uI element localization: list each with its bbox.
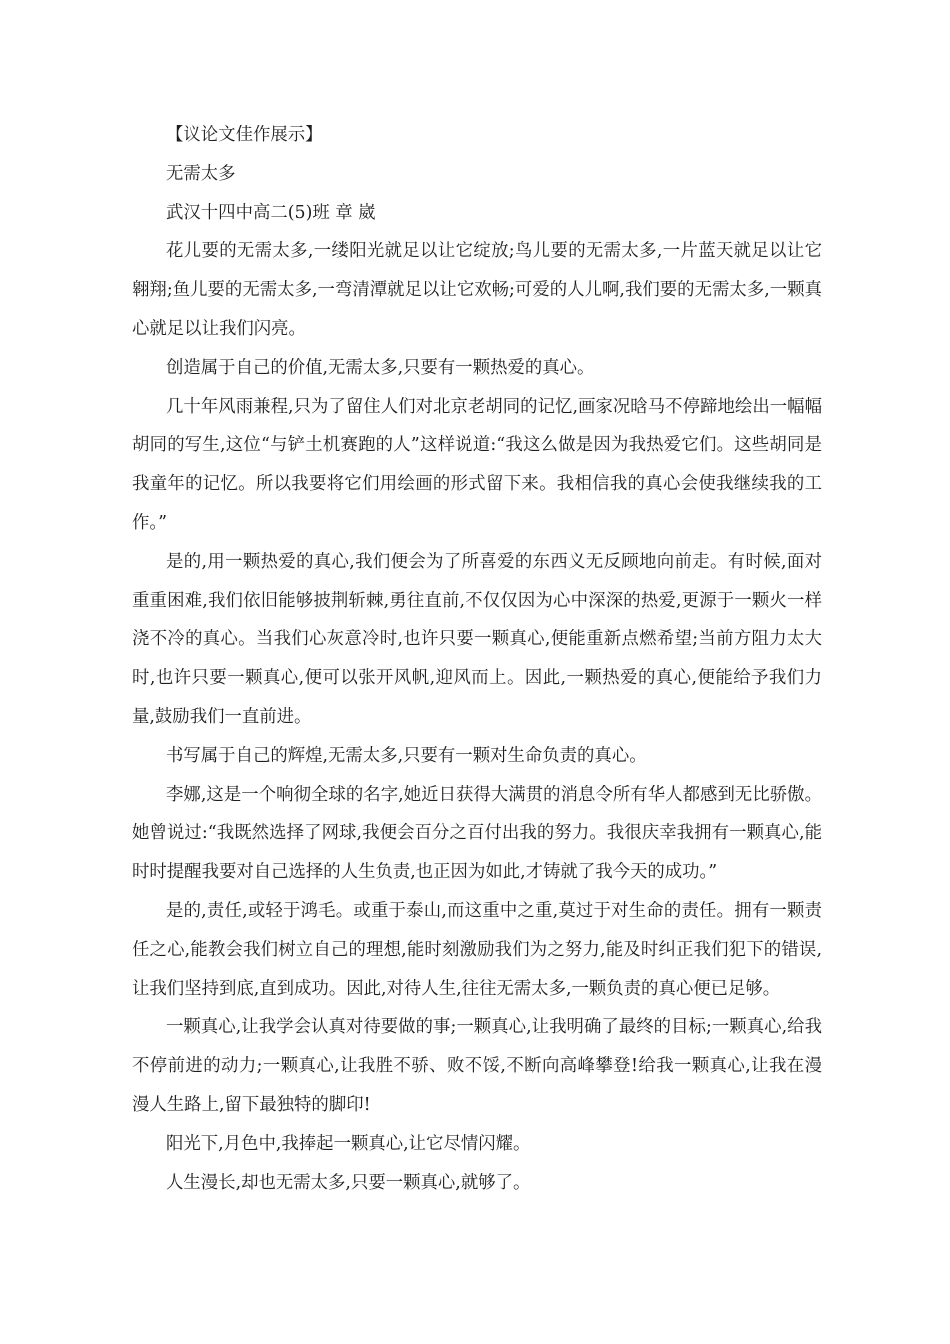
paragraph-10: 人生漫长,却也无需太多,只要一颗真心,就够了。 <box>166 1172 531 1193</box>
paragraph-6: 李娜,这是一个响彻全球的名字,她近日获得大满贯的消息令所有华人都感到无比骄傲。她曾说过:“我既然选择了网球,我便会百分之百付出我的努力。我很庆幸我拥有一颗真心,能时时提醒我要对自己选择的人生负责,也正因为如此,才铸就了我今天的成功。” <box>132 784 822 883</box>
paragraph-8: 一颗真心,让我学会认真对待要做的事;一颗真心,让我明确了最终的目标;一颗真心,给我不停前进的动力;一颗真心,让我胜不骄、败不馁,不断向高峰攀登!给我一颗真心,让我在漫漫人生路上,留下最独特的脚印! <box>132 1017 822 1115</box>
essay-body <box>132 116 822 1202</box>
paragraph-2: 创造属于自己的价值,无需太多,只要有一颗热爱的真心。 <box>166 357 595 378</box>
paragraph-5: 书写属于自己的辉煌,无需太多,只要有一颗对生命负责的真心。 <box>166 745 647 766</box>
section-label: 【议论文佳作展示】 <box>166 125 323 145</box>
paragraph-9: 阳光下,月色中,我捧起一颗真心,让它尽情闪耀。 <box>166 1133 531 1154</box>
paragraph-1: 花儿要的无需太多,一缕阳光就足以让它绽放;鸟儿要的无需太多,一片蓝天就足以让它翱翔;鱼儿要的无需太多,一弯清潭就足以让它欢畅;可爱的人儿啊,我们要的无需太多,一颗真心就足以让我们闪亮。 <box>132 241 822 339</box>
essay-title: 无需太多 <box>166 163 236 184</box>
paragraph-7: 是的,责任,或轻于鸿毛。或重于泰山,而这重中之重,莫过于对生命的责任。拥有一颗责任之心,能教会我们树立自己的理想,能时刻激励我们为之努力,能及时纠正我们犯下的错误,让我们坚持到底,直到成功。因此,对待人生,往往无需太多,一颗负责的真心便已足够。 <box>132 900 822 999</box>
author-line: 武汉十四中高二(5)班 章 崴 <box>166 202 376 223</box>
paragraph-3: 几十年风雨兼程,只为了留住人们对北京老胡同的记忆,画家况晗马不停蹄地绘出一幅幅胡同的写生,这位“与铲土机赛跑的人”这样说道:“我这么做是因为我热爱它们。这些胡同是我童年的记忆。所以我要将它们用绘画的形式留下来。我相信我的真心会使我继续我的工作。” <box>132 396 822 533</box>
paragraph-4: 是的,用一颗热爱的真心,我们便会为了所喜爱的东西义无反顾地向前走。有时候,面对重重困难,我们依旧能够披荆斩棘,勇往直前,不仅仅因为心中深深的热爱,更源于一颗火一样浇不冷的真心。当我们心灰意冷时,也许只要一颗真心,便能重新点燃希望;当前方阻力太大时,也许只要一颗真心,便可以张开风帆,迎风而上。因此,一颗热爱的真心,便能给予我们力量,鼓励我们一直前进。 <box>132 551 822 727</box>
